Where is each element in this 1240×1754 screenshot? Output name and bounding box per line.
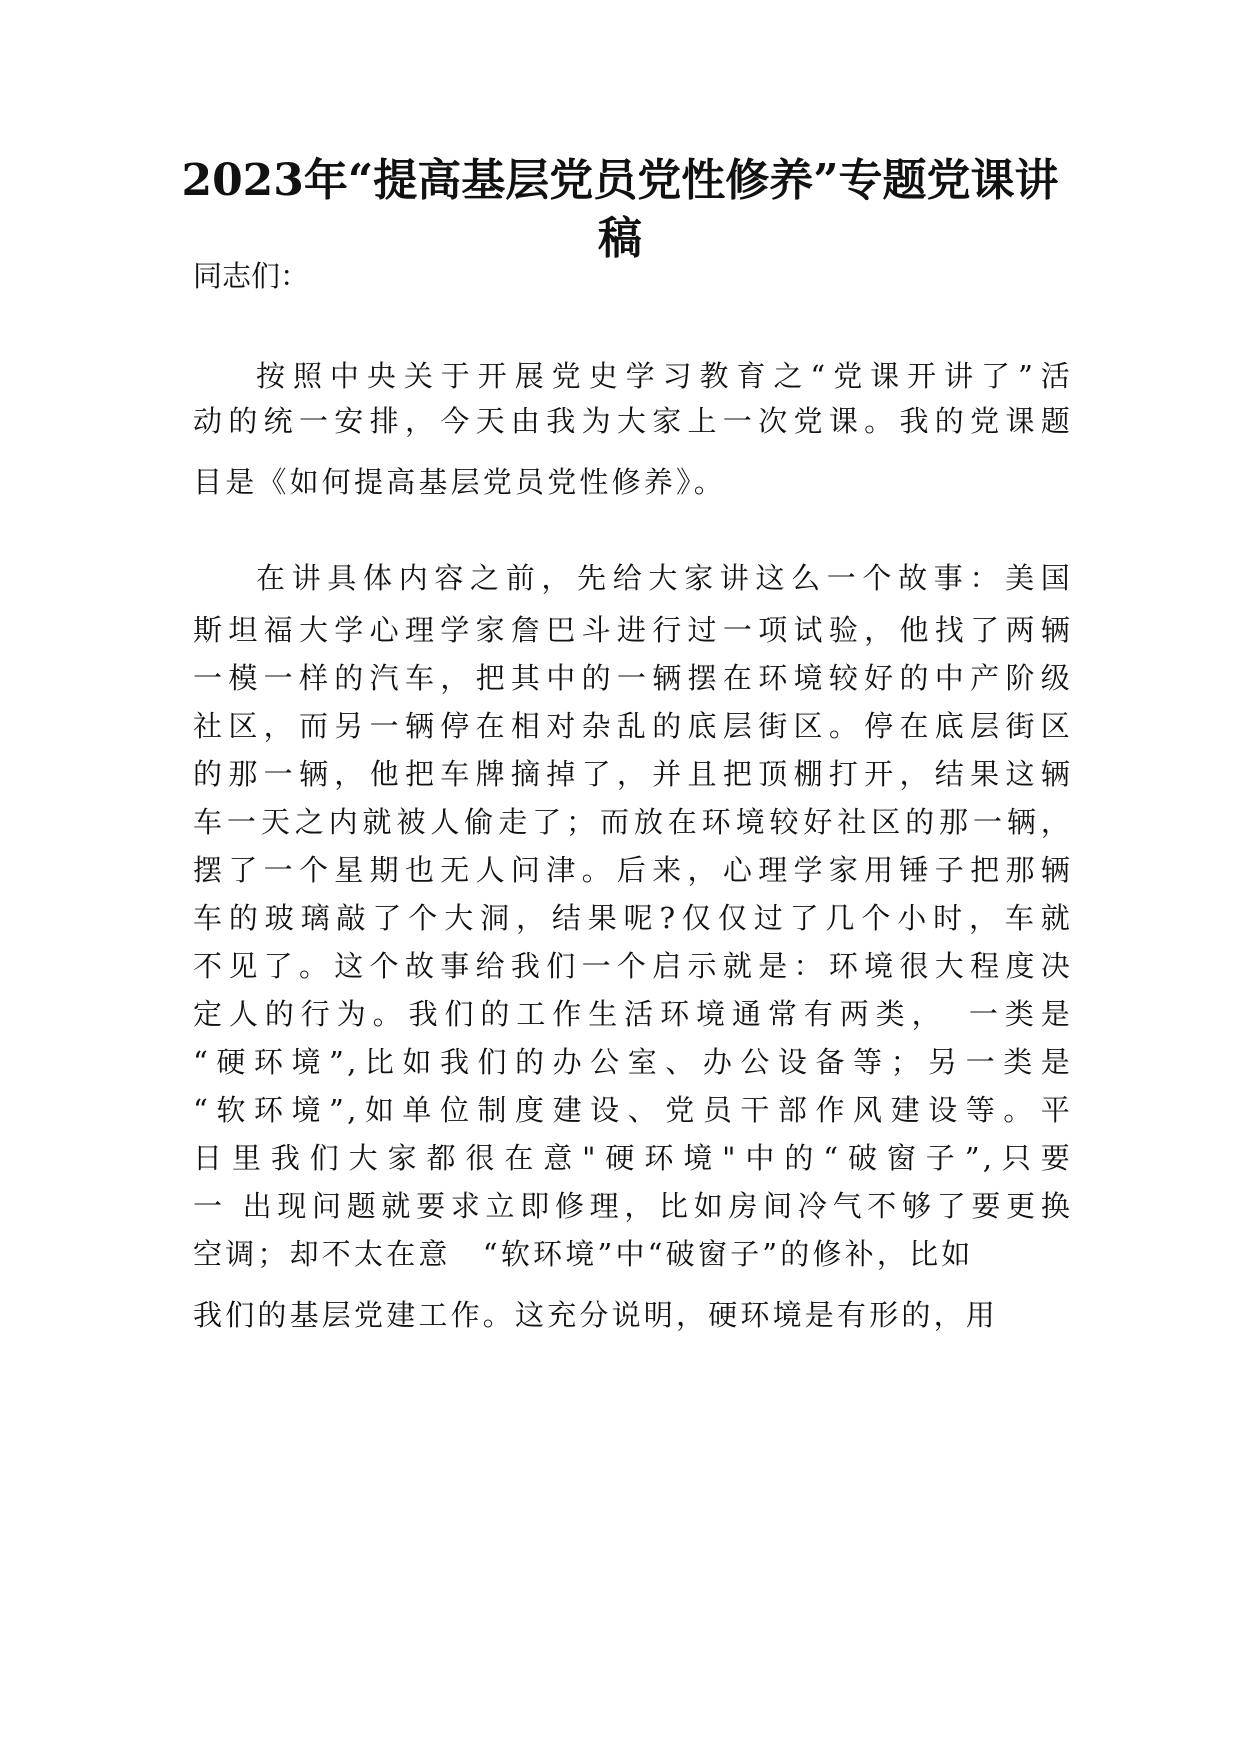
paragraph-1-line-2: 动的统一安排，今天由我为大家上一次党课。我的党课题 [193,404,1073,438]
paragraph-2-line-7: 摆了一个星期也无人问津。后来，心理学家用锤子把那辆 [193,853,1073,887]
paragraph-1-line-3: 目是《如何提高基层党员党性修养》。 [193,465,726,499]
paragraph-2-line-4: 社区，而另一辆停在相对杂乱的底层街区。停在底层街区 [193,709,1073,743]
paragraph-2-line-1: 在讲具体内容之前，先给大家讲这么一个故事：美国 [256,561,1073,595]
paragraph-1-line-1: 按照中央关于开展党史学习教育之“党课开讲了”活 [256,359,1073,393]
paragraph-2-line-9: 不见了。这个故事给我们一个启示就是：环境很大程度决 [193,949,1073,983]
document-title: 2023年“提高基层党员党性修养”专题党课讲稿 [181,155,1059,264]
paragraph-2-line-3: 一模一样的汽车，把其中的一辆摆在环境较好的中产阶级 [193,661,1073,695]
paragraph-2-line-11: “硬环境”,比如我们的办公室、办公设备等；另一类是 [193,1045,1073,1079]
paragraph-2-line-12: “软环境”,如单位制度建设、党员干部作风建设等。平 [193,1093,1073,1127]
paragraph-2-line-8: 车的玻璃敲了个大洞，结果呢?仅仅过了几个小时，车就 [193,901,1073,935]
paragraph-2-line-15: 空调；却不太在意 “软环境”中“破窗子”的修补，比如 [193,1237,974,1271]
salutation: 同志们： [193,259,310,293]
paragraph-2-line-6: 车一天之内就被人偷走了；而放在环境较好社区的那一辆， [193,805,1073,839]
paragraph-2-line-13: 日里我们大家都很在意"硬环境"中的“破窗子”,只要 [193,1141,1073,1175]
paragraph-2-line-10: 定人的行为。我们的工作生活环境通常有两类， 一类是 [193,997,1073,1031]
paragraph-2-line-14: 一 出现问题就要求立即修理，比如房间冷气不够了要更换 [193,1189,1073,1223]
paragraph-2-line-5: 的那一辆，他把车牌摘掉了，并且把顶棚打开，结果这辆 [193,757,1073,791]
paragraph-2-line-2: 斯坦福大学心理学家詹巴斗进行过一项试验，他找了两辆 [193,613,1073,647]
paragraph-2-line-16: 我们的基层党建工作。这充分说明，硬环境是有形的，用 [193,1298,999,1332]
